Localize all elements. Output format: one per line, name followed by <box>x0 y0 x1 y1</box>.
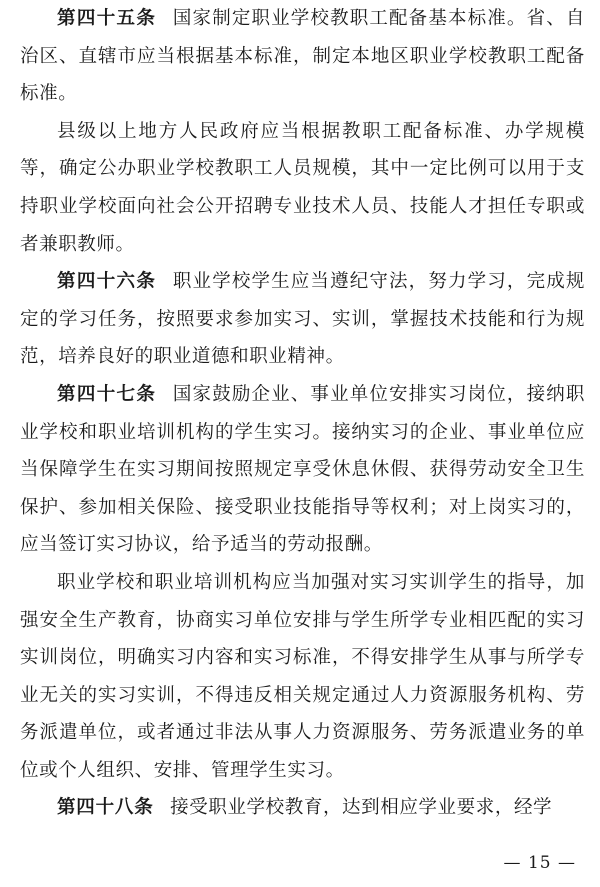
document-page <box>20 0 585 827</box>
article-45-text-2: 县级以上地方人民政府应当根据教职工配备标准、办学规模等，确定公办职业学校教职工人员规模，其中一定比例可以用于支持职业学校面向社会公开招聘专业技术人员、技能人才担任专职或者兼职教师。 <box>20 120 585 255</box>
article-47-paragraph <box>20 376 585 564</box>
article-48-paragraph <box>20 789 585 827</box>
article-47-text: 国家鼓励企业、事业单位安排实习岗位，接纳职业学校和职业培训机构的学生实习。接纳实习的企业、事业单位应当保障学生在实习期间按照规定享受休息休假、获得劳动安全卫生保护、参加相关保险、接受职业技能指导等权利；对上岗实习的，应当签订实习协议，给予适当的劳动报酬。 <box>20 383 585 556</box>
article-45-text: 国家制定职业学校教职工配备基本标准。省、自治区、直辖市应当根据基本标准，制定本地区职业学校教职工配备标准。 <box>20 8 585 105</box>
article-46-paragraph <box>20 263 585 376</box>
article-45-paragraph <box>20 0 585 113</box>
article-47-text-2: 职业学校和职业培训机构应当加强对实习实训学生的指导，加强安全生产教育，协商实习单位安排与学生所学专业相匹配的实习实训岗位，明确实习内容和实习标准，不得安排学生从事与所学专业无关的实习实训，不得违反相关规定通过人力资源服务机构、劳务派遣单位，或者通过非法从事人力资源服务、劳务派遣业务的单位或个人组织、安排、管理学生实习。 <box>20 571 585 781</box>
article-45-paragraph-2 <box>20 113 585 263</box>
page-number: — 15 — <box>503 853 576 873</box>
article-46-text: 职业学校学生应当遵纪守法，努力学习，完成规定的学习任务，按照要求参加实习、实训，掌握技术技能和行为规范，培养良好的职业道德和职业精神。 <box>20 271 585 368</box>
article-45-label: 第四十五条 <box>57 8 157 29</box>
article-47-paragraph-2 <box>20 564 585 790</box>
article-46-label: 第四十六条 <box>57 271 157 293</box>
article-48-text: 接受职业学校教育，达到相应学业要求，经学 <box>170 797 553 819</box>
article-47-label: 第四十七条 <box>57 383 157 405</box>
article-48-label: 第四十八条 <box>57 797 154 819</box>
